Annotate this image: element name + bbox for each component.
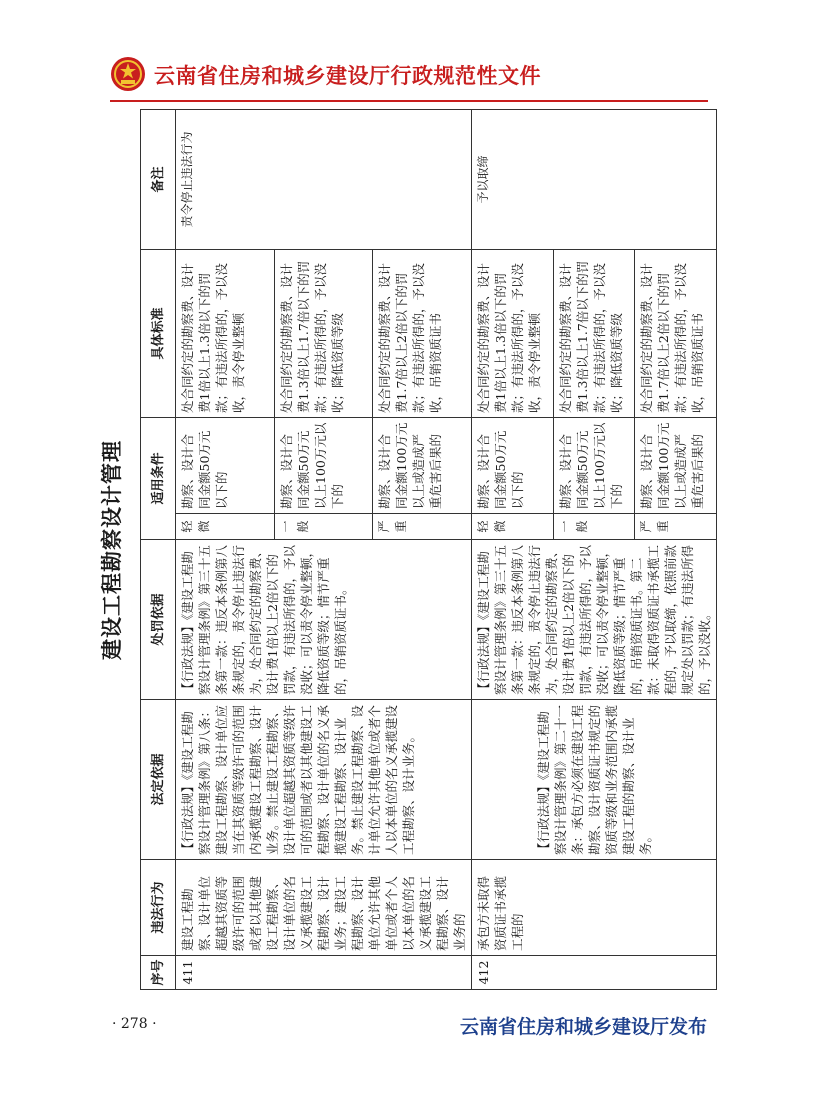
standard-cell: 处合同约定的勘察费、设计费1.3倍以上1.7倍以下的罚款；有违法所得的，予以没收；降低资质等级 [553, 249, 635, 417]
level-cell: 严重 [635, 514, 717, 540]
penalty-basis-cell: 【行政法规】《建设工程勘察设计管理条例》第三十五条第一款：违反本条例第八条规定的，责令停止违法行为，处合同约定的勘察费、设计费1倍以上2倍以下的罚款，有违法所得的，予以没收；可以责令停业整顿，降低资质等级；情节严重的，吊销资质证书。 [176, 540, 472, 700]
col-header-no: 序号 [141, 956, 176, 990]
col-header-penalty-basis: 处罚依据 [141, 540, 176, 700]
page-number: · 278 · [112, 1016, 157, 1032]
table-header-row [141, 109, 176, 989]
level-cell: 轻微 [472, 514, 554, 540]
legal-basis-cell: 【行政法规】《建设工程勘察设计管理条例》第八条：建设工程勘察、设计单位应当在其资质等级许可的范围内承揽建设工程勘察、设计业务。禁止建设工程勘察、设计单位超越其资质等级许可的范围或者以其他建设工程勘察、设计单位的名义承揽建设工程勘察、设计业务。禁止建设工程勘察、设计单位允许其他单位或者个人以本单位的名义承揽建设工程勘察、设计业务。 [176, 700, 472, 860]
penalty-table [140, 109, 717, 990]
remark-cell: 责令停止违法行为 [176, 109, 472, 249]
penalty-basis-cell: 【行政法规】《建设工程勘察设计管理条例》第三十五条第一款：违反本条例第八条规定的，责令停止违法行为，处合同约定的勘察费、设计费1倍以上2倍以下的罚款，有违法所得的，予以没收；可以责令停业整顿，降低资质等级；情节严重的，吊销资质证书。第二款：未取得资质证书承揽工程的，予以取缔，依照前款规定处以罚款；有违法所得的，予以没收。 [472, 540, 717, 700]
row-number: 412 [472, 956, 717, 990]
row-number: 411 [176, 956, 472, 990]
remark-cell: 予以取缔 [472, 109, 717, 249]
level-cell: 一般 [274, 514, 373, 540]
publisher-footer: 云南省住房和城乡建设厅发布 [460, 1016, 708, 1038]
condition-cell: 勘察、设计合同金额100万元以上或造成严重危害后果的 [635, 417, 717, 513]
condition-cell: 勘察、设计合同金额100万元以上或造成严重危害后果的 [373, 417, 472, 513]
condition-cell: 勘察、设计合同金额50万元以下的 [176, 417, 275, 513]
level-cell: 严重 [373, 514, 472, 540]
col-header-condition: 适用条件 [141, 417, 176, 539]
standard-cell: 处合同约定的勘察费、设计费1.3倍以上1.7倍以下的罚款；有违法所得的，予以没收；降低资质等级 [274, 249, 373, 417]
national-emblem-icon [110, 56, 146, 92]
level-cell: 一般 [553, 514, 635, 540]
rotated-table-area [84, 110, 710, 990]
standard-cell: 处合同约定的勘察费、设计费1.7倍以上2倍以下的罚款；有违法所得的，予以没收，吊销资质证书 [635, 249, 717, 417]
page-title: 建设工程勘察设计管理 [99, 440, 124, 660]
col-header-violation: 违法行为 [141, 860, 176, 956]
header-title: 云南省住房和城乡建设厅行政规范性文件 [154, 64, 541, 88]
violation-cell: 承包方未取得资质证书承揽工程的 [472, 860, 717, 956]
document-header [110, 54, 710, 98]
standard-cell: 处合同约定的勘察费、设计费1.7倍以上2倍以下的罚款；有违法所得的，予以没收，吊销资质证书 [373, 249, 472, 417]
condition-cell: 勘察、设计合同金额50万元以下的 [472, 417, 554, 513]
table-row [472, 109, 554, 989]
rotated-content [84, 110, 710, 990]
level-cell: 轻微 [176, 514, 275, 540]
col-header-legal-basis: 法定依据 [141, 700, 176, 860]
col-header-standard: 具体标准 [141, 249, 176, 417]
legal-basis-cell: 【行政法规】《建设工程勘察设计管理条例》第二十一条：承包方必须在建设工程勘察、设计资质证书规定的资质等级和业务范围内承揽建设工程的勘察、设计业务。 [472, 700, 717, 860]
table-row [176, 109, 275, 989]
condition-cell: 勘察、设计合同金额50万元以上100万元以下的 [274, 417, 373, 513]
violation-cell: 建设工程勘察、设计单位超越其资质等级许可的范围或者以其他建设工程勘察、设计单位的名义承揽建设工程勘察、设计业务；建设工程勘察、设计单位允许其他单位或者个人以本单位的名义承揽建设工程勘察、设计业务的 [176, 860, 472, 956]
header-divider [110, 100, 708, 102]
col-header-remark: 备注 [141, 109, 176, 249]
standard-cell: 处合同约定的勘察费、设计费1倍以上1.3倍以下的罚款；有违法所得的，予以没收，责令停业整顿 [176, 249, 275, 417]
condition-cell: 勘察、设计合同金额50万元以上100万元以下的 [553, 417, 635, 513]
standard-cell: 处合同约定的勘察费、设计费1倍以上1.3倍以下的罚款；有违法所得的，予以没收，责令停业整顿 [472, 249, 554, 417]
